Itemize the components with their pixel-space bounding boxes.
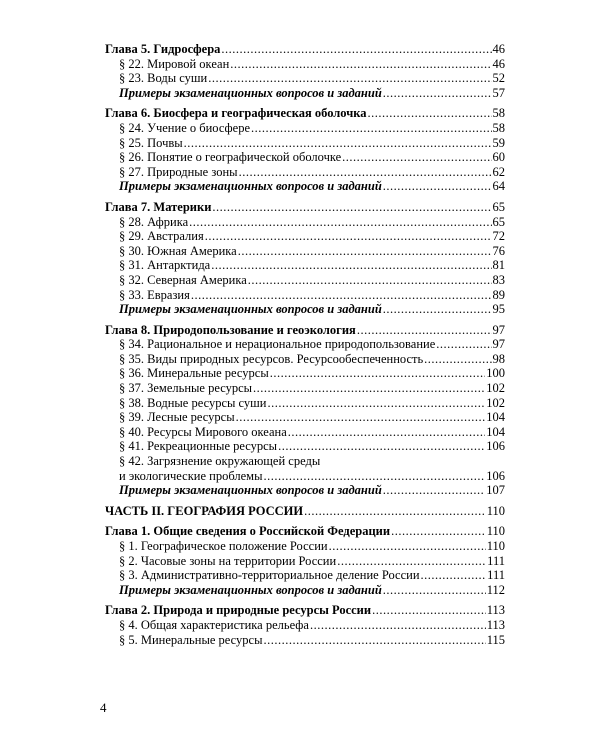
- toc-section-entry[interactable]: [105, 71, 505, 86]
- toc-exam-questions-entry[interactable]: [105, 302, 505, 317]
- toc-chapter-entry[interactable]: [105, 200, 505, 215]
- toc-chapter-entry[interactable]: [105, 323, 505, 338]
- toc-entry-title: § 22. Мировой океан: [119, 56, 230, 71]
- toc-entry-title: § 4. Общая характеристика рельефа: [119, 617, 309, 632]
- toc-entry-page: 58: [492, 106, 505, 121]
- toc-section-entry[interactable]: [105, 381, 505, 396]
- toc-section-entry[interactable]: [105, 337, 505, 352]
- toc-entry-title: § 5. Минеральные ресурсы: [119, 632, 263, 647]
- toc-entry-title: Примеры экзаменационных вопросов и заданий: [119, 302, 382, 317]
- toc-entry-title: § 25. Почвы: [119, 135, 183, 150]
- toc-entry-page: 113: [486, 617, 505, 632]
- toc-entry-title: § 34. Рациональное и нерациональное природопользование: [119, 337, 436, 352]
- toc-entry-title: § 42. Загрязнение окружающей среды: [119, 454, 321, 469]
- toc-entry-page: 76: [492, 243, 505, 258]
- dot-leader: [236, 410, 486, 425]
- toc-entry-title: Глава 8. Природопользование и геоэкология: [105, 322, 356, 337]
- toc-exam-questions-entry[interactable]: [105, 86, 505, 101]
- dot-leader: [263, 633, 485, 648]
- toc-entry-page: 62: [492, 164, 505, 179]
- toc-section-entry[interactable]: [105, 165, 505, 180]
- dot-leader: [270, 366, 486, 381]
- toc-entry-page: 115: [486, 632, 505, 647]
- toc-chapter-entry[interactable]: [105, 603, 505, 618]
- dot-leader: [342, 150, 491, 165]
- toc-entry-title: § 3. Административно-территориальное деление России: [119, 568, 420, 583]
- dot-leader: [304, 504, 486, 519]
- toc-entry-title: Глава 7. Материки: [105, 199, 212, 214]
- toc-section-entry[interactable]: [105, 150, 505, 165]
- toc-entry-page: 81: [492, 258, 505, 273]
- dot-leader: [189, 215, 491, 230]
- toc-entry-title: § 33. Евразия: [119, 287, 190, 302]
- toc-section-entry[interactable]: [105, 618, 505, 633]
- toc-section-entry[interactable]: [105, 454, 505, 469]
- toc-entry-page: 112: [486, 582, 505, 597]
- page-number: 4: [100, 700, 107, 715]
- toc-section-entry[interactable]: [105, 215, 505, 230]
- toc-entry-title: § 28. Африка: [119, 214, 189, 229]
- dot-leader: [184, 136, 492, 151]
- toc-entry-title: § 37. Земельные ресурсы: [119, 381, 253, 396]
- toc-chapter-entry[interactable]: [105, 106, 505, 121]
- dot-leader: [383, 302, 492, 317]
- toc-section-entry[interactable]: [105, 352, 505, 367]
- toc-entry-page: 83: [492, 272, 505, 287]
- toc-entry-page: 111: [487, 553, 505, 568]
- dot-leader: [191, 288, 492, 303]
- toc-entry-title: § 41. Рекреационные ресурсы: [119, 439, 278, 454]
- toc-entry-title: ЧАСТЬ II. ГЕОГРАФИЯ РОССИИ: [105, 503, 304, 518]
- toc-exam-questions-entry[interactable]: [105, 179, 505, 194]
- toc-entry-page: 89: [492, 287, 505, 302]
- toc-section-entry[interactable]: [105, 410, 505, 425]
- toc-entry-page: 110: [486, 503, 505, 518]
- toc-entry-page: 46: [492, 42, 505, 56]
- toc-entry-title: Примеры экзаменационных вопросов и заданий: [119, 582, 382, 597]
- dot-leader: [421, 568, 487, 583]
- toc-section-entry[interactable]: [105, 539, 505, 554]
- toc-entry-page: 104: [486, 424, 505, 439]
- toc-entry-page: 97: [492, 337, 505, 352]
- toc-entry-page: 110: [486, 539, 505, 553]
- dot-leader: [383, 583, 486, 598]
- toc-entry-title: § 29. Австралия: [119, 229, 204, 244]
- toc-entry-title: § 36. Минеральные ресурсы: [119, 366, 269, 381]
- dot-leader: [208, 71, 491, 86]
- toc-entry-title: § 30. Южная Америка: [119, 243, 237, 258]
- toc-entry-title: Глава 1. Общие сведения о Российской Федерации: [105, 524, 391, 539]
- toc-entry-title: Глава 5. Гидросфера: [105, 42, 221, 56]
- dot-leader: [383, 179, 492, 194]
- toc-entry-page: 57: [492, 85, 505, 100]
- dot-leader: [329, 539, 486, 554]
- toc-entry-title: § 26. Понятие о географической оболочке: [119, 150, 342, 165]
- toc-entry-page: 46: [492, 56, 505, 71]
- dot-leader: [248, 273, 492, 288]
- toc-entry-page: 65: [492, 199, 505, 214]
- toc-entry-page: 107: [486, 483, 505, 498]
- dot-leader: [239, 165, 492, 180]
- dot-leader: [337, 554, 486, 569]
- toc-entry-title: Глава 2. Природа и природные ресурсы России: [105, 603, 372, 618]
- dot-leader: [253, 381, 485, 396]
- toc-section-entry[interactable]: [105, 57, 505, 72]
- toc-section-entry[interactable]: [105, 258, 505, 273]
- toc-entry-title: § 38. Водные ресурсы суши: [119, 395, 267, 410]
- toc-section-entry[interactable]: [105, 288, 505, 303]
- toc-section-entry[interactable]: [105, 244, 505, 259]
- toc-entry-title: § 39. Лесные ресурсы: [119, 410, 235, 425]
- toc-entry-title: и экологические проблемы: [119, 468, 263, 483]
- toc-entry-page: 58: [492, 120, 505, 135]
- toc-entry-title: Глава 6. Биосфера и географическая оболочка: [105, 106, 367, 121]
- toc-entry-page: 106: [486, 468, 505, 483]
- toc-entry-page: 97: [492, 322, 505, 337]
- toc-entry-page: 52: [492, 71, 505, 86]
- dot-leader: [383, 483, 485, 498]
- toc-section-entry[interactable]: [105, 121, 505, 136]
- dot-leader: [205, 229, 492, 244]
- toc-entry-title: § 32. Северная Америка: [119, 272, 247, 287]
- dot-leader: [391, 524, 486, 539]
- dot-leader: [238, 244, 492, 259]
- dot-leader: [288, 425, 485, 440]
- dot-leader: [372, 603, 486, 618]
- toc-entry-title: § 24. Учение о биосфере: [119, 120, 250, 135]
- toc-entry-page: 98: [492, 351, 505, 366]
- toc-section-entry[interactable]: [105, 439, 505, 454]
- dot-leader: [230, 57, 491, 72]
- toc-entry-title: § 27. Природные зоны: [119, 164, 238, 179]
- toc-entry-title: § 1. Географическое положение России: [119, 539, 328, 553]
- toc-entry-page: 110: [486, 524, 505, 539]
- dot-leader: [278, 439, 485, 454]
- toc-section-entry[interactable]: [105, 366, 505, 381]
- dot-leader: [211, 258, 491, 273]
- dot-leader: [383, 86, 492, 101]
- toc-exam-questions-entry[interactable]: [105, 483, 505, 498]
- table-of-contents: [105, 42, 505, 647]
- toc-entry-title: § 2. Часовые зоны на территории России: [119, 553, 337, 568]
- toc-entry-title: Примеры экзаменационных вопросов и заданий: [119, 483, 382, 498]
- dot-leader: [263, 469, 485, 484]
- dot-leader: [357, 323, 492, 338]
- toc-entry-page: 60: [492, 150, 505, 165]
- dot-leader: [424, 352, 491, 367]
- dot-leader: [310, 618, 486, 633]
- toc-entry-page: 102: [486, 395, 505, 410]
- toc-entry-title: Примеры экзаменационных вопросов и заданий: [119, 179, 382, 194]
- toc-entry-page: 102: [486, 381, 505, 396]
- toc-entry-title: § 40. Ресурсы Мирового океана: [119, 424, 287, 439]
- toc-entry-page: 64: [492, 179, 505, 194]
- toc-entry-page: 100: [486, 366, 505, 381]
- toc-entry-title: § 35. Виды природных ресурсов. Ресурсообеспеченность: [119, 351, 424, 366]
- toc-chapter-entry[interactable]: [105, 42, 505, 57]
- dot-leader: [212, 200, 491, 215]
- dot-leader: [368, 106, 492, 121]
- toc-entry-title: § 23. Воды суши: [119, 71, 208, 86]
- toc-section-entry[interactable]: [105, 425, 505, 440]
- toc-entry-page: 59: [492, 135, 505, 150]
- toc-section-entry-continued[interactable]: [105, 469, 505, 484]
- toc-entry-title: § 31. Антарктида: [119, 258, 211, 273]
- toc-entry-page: 113: [486, 603, 505, 618]
- toc-entry-page: 111: [487, 568, 505, 583]
- toc-part-entry[interactable]: [105, 504, 505, 519]
- toc-entry-title: Примеры экзаменационных вопросов и заданий: [119, 85, 382, 100]
- toc-section-entry[interactable]: [105, 396, 505, 411]
- toc-section-entry[interactable]: [105, 633, 505, 648]
- toc-section-entry[interactable]: [105, 273, 505, 288]
- toc-entry-page: 95: [492, 302, 505, 317]
- dot-leader: [221, 42, 491, 57]
- toc-section-entry[interactable]: [105, 568, 505, 583]
- toc-entry-page: 65: [492, 214, 505, 229]
- toc-section-entry[interactable]: [105, 229, 505, 244]
- dot-leader: [436, 337, 491, 352]
- toc-section-entry[interactable]: [105, 554, 505, 569]
- toc-entry-page: 72: [492, 229, 505, 244]
- toc-chapter-entry[interactable]: [105, 524, 505, 539]
- dot-leader: [268, 396, 486, 411]
- dot-leader: [251, 121, 492, 136]
- toc-entry-page: 104: [486, 410, 505, 425]
- toc-exam-questions-entry[interactable]: [105, 583, 505, 598]
- toc-entry-page: 106: [486, 439, 505, 454]
- toc-section-entry[interactable]: [105, 136, 505, 151]
